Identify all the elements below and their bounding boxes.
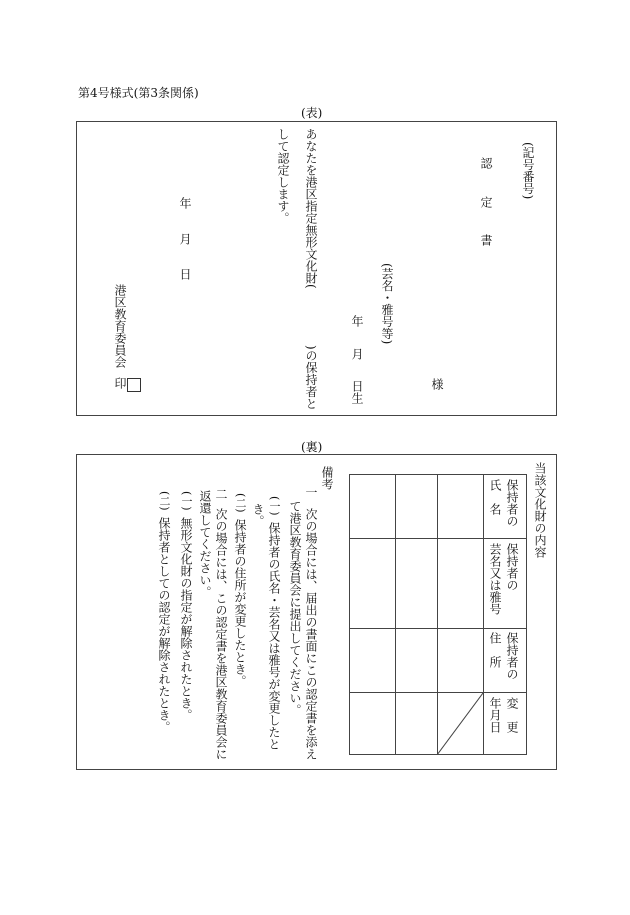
note-2-item-1-line-1: 無形文化財の指定が解除されたとき。 [179, 517, 193, 721]
note-1-number: 一 [304, 486, 318, 498]
note-2-item-2-line-1: 保持者としての認定が解除されたとき。 [157, 517, 171, 733]
col1-header-bottom: 氏 名 [488, 479, 502, 515]
note-2-item-2-number: (二) [158, 491, 171, 511]
birth-year: 年 [350, 315, 364, 327]
birth-month: 月 [350, 348, 364, 360]
seal-label: 印 [113, 377, 127, 389]
col2-header-top: 保持者の [505, 543, 519, 591]
note-2-line-1: 次の場合には、この認定書を港区教育委員会に [214, 508, 228, 760]
col4-header-bottom: 年月日 [488, 697, 502, 733]
front-side-label: (表) [301, 106, 323, 120]
title-char-2: 定 [479, 196, 493, 208]
title-char-3: 書 [479, 234, 493, 246]
stage-name-label: (芸名・雅号等) [380, 263, 394, 345]
note-1-line-2: て港区教育委員会に提出してください。 [288, 500, 302, 716]
back-side-label: (裏) [301, 440, 323, 454]
date-cell-slash [437, 693, 483, 755]
col3-header-bottom: 住 所 [488, 632, 502, 668]
note-1-item-2-line-1: 保持者の住所が変更したとき。 [233, 519, 247, 687]
body-line-2: して認定します。 [276, 128, 290, 224]
body-line-1: あなたを港区指定無形文化財( [304, 128, 318, 289]
issue-year: 年 [178, 197, 192, 209]
note-1-item-1-line-2: き。 [251, 503, 265, 527]
col1-header-top: 保持者の [505, 479, 519, 527]
seal-box [127, 377, 141, 396]
title-char-1: 認 [479, 157, 493, 171]
issuer-name: 港区教育委員会 [113, 284, 127, 368]
note-2-line-2: 返還してください。 [198, 490, 212, 598]
note-1-item-2-number: (二) [234, 493, 247, 513]
note-1-item-1-line-1: 保持者の氏名・芸名又は雅号が変更したと [267, 522, 281, 750]
birth-day: 日生 [350, 380, 364, 404]
table-title: 当該文化財の内容 [533, 462, 547, 558]
certificate-title [478, 157, 495, 171]
col2-header-bottom: 芸名又は雅号 [488, 543, 502, 615]
record-number: (記号番号) [521, 142, 535, 200]
note-1-line-1: 次の場合には、届出の書面にこの認定書を添え [304, 508, 318, 760]
col4-header-top: 変 更 [505, 697, 519, 733]
issue-day: 日 [178, 268, 192, 280]
note-2-number: 二 [214, 488, 228, 500]
note-2-item-1-number: (一) [180, 491, 193, 511]
col3-header-top: 保持者の [505, 632, 519, 680]
issue-month: 月 [178, 233, 192, 245]
honorific: 様 [430, 378, 444, 390]
body-line-1-end: )の保持者と [304, 345, 318, 410]
form-number: 第4号様式(第3条関係) [78, 86, 199, 100]
note-1-item-1-number: (一) [268, 496, 281, 516]
remarks-heading: 備考 [320, 466, 334, 490]
